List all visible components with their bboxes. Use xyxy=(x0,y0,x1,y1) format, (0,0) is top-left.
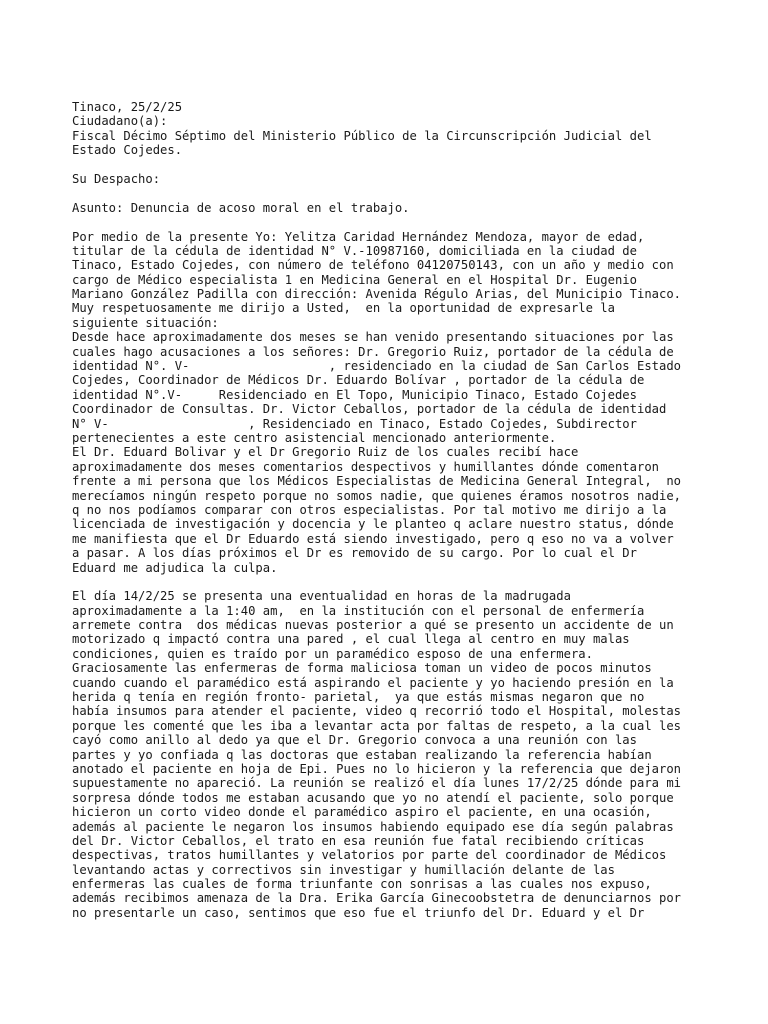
text-line: El día 14/2/25 se presenta una eventualidad en horas de la madrugada xyxy=(72,589,571,604)
text-line: además al paciente le negaron los insumos habiendo equipado ese día según palabras xyxy=(72,819,674,834)
text-line: N° V- , Residenciado en Tinaco, Estado Cojedes, Subdirector xyxy=(72,416,637,431)
text-line: Fiscal Décimo Séptimo del Ministerio Público de la Circunscripción Judicial del xyxy=(72,128,652,143)
text-line: hicieron un corto video donde el paramédico aspiro el paciente, en una ocasión, xyxy=(72,805,652,820)
text-line: no presentarle un caso, sentimos que eso fue el triunfo del Dr. Eduard y el Dr xyxy=(72,905,645,920)
text-line: merecíamos ningún respeto porque no somos nadie, que quienes éramos nosotros nadie, xyxy=(72,488,682,503)
text-line: motorizado q impactó contra una pared , el cual llega al centro en muy malas xyxy=(72,632,630,647)
text-line: cayó como anillo al dedo ya que el Dr. Gregorio convoca a una reunión con las xyxy=(72,733,637,748)
date-line: Tinaco, 25/2/25 xyxy=(72,100,183,114)
text-line: Ciudadano(a): xyxy=(72,114,168,129)
text-line: aproximadamente a la 1:40 am, en la institución con el personal de enfermería xyxy=(72,603,645,618)
text-line: anotado el paciente en hoja de Epi. Pues no lo hicieron y la referencia que dejaron xyxy=(72,761,682,776)
blank-line xyxy=(72,215,712,229)
text-line: partes y yo confiada q las doctoras que estaban realizando la referencia habían xyxy=(72,747,652,762)
text-line: Tinaco, Estado Cojedes, con número de teléfono 04120750143, con un año y medio con xyxy=(72,258,674,273)
text-line: a pasar. A los días próximos el Dr es removido de su cargo. Por lo cual el Dr xyxy=(72,546,637,561)
text-line: despectivas, tratos humillantes y velatorios por parte del coordinador de Médicos xyxy=(72,848,667,863)
salutation: Su Despacho: xyxy=(72,171,161,186)
text-line: frente a mi persona que los Médicos Especialistas de Medicina General Integral, no xyxy=(72,474,682,489)
document-page xyxy=(72,100,712,920)
text-line: El Dr. Eduard Bolivar y el Dr Gregorio Ruiz de los cuales recibí hace xyxy=(72,445,579,460)
text-line: Desde hace aproximadamente dos meses se han venido presentando situaciones por las xyxy=(72,330,674,345)
text-line: cuales hago acusaciones a los señores: Dr. Gregorio Ruiz, portador de la cédula de xyxy=(72,344,674,359)
blank-line xyxy=(72,575,712,589)
text-line: Cojedes, Coordinador de Médicos Dr. Eduardo Bolívar , portador de la cédula de xyxy=(72,373,645,388)
text-line: herida q tenía en región fronto- parietal, ya que estás mismas negaron que no xyxy=(72,690,645,705)
paragraph-2 xyxy=(72,589,712,920)
text-line: Graciosamente las enfermeras de forma maliciosa toman un video de pocos minutos xyxy=(72,661,652,676)
text-line: identidad N°. V- , residenciado en la ciudad de San Carlos Estado xyxy=(72,359,682,374)
text-line: Muy respetuosamente me dirijo a Usted, en la oportunidad de expresarle la xyxy=(72,301,615,316)
text-line: pertenecientes a este centro asistencial mencionado anteriormente. xyxy=(72,430,557,445)
blank-line xyxy=(72,186,712,200)
text-line: sorpresa dónde todos me estaban acusando que yo no atendí el paciente, solo porque xyxy=(72,790,674,805)
text-line: aproximadamente dos meses comentarios despectivos y humillantes dónde comentaron xyxy=(72,459,659,474)
text-line: porque les comenté que les iba a levantar acta por faltas de respeto, a la cual les xyxy=(72,718,682,733)
text-line: Por medio de la presente Yo: Yelitza Caridad Hernández Mendoza, mayor de edad, xyxy=(72,229,645,244)
text-line: enfermeras las cuales de forma triunfante con sonrisas a las cuales nos expuso, xyxy=(72,877,652,892)
text-line: cargo de Médico especialista 1 en Medicina General en el Hospital Dr. Eugenio xyxy=(72,272,637,287)
text-line: además recibimos amenaza de la Dra. Erika García Ginecoobstetra de denunciarnos por xyxy=(72,891,682,906)
text-line: cuando cuando el paramédico está aspirando el paciente y yo haciendo presión en la xyxy=(72,675,674,690)
paragraph-1 xyxy=(72,230,712,575)
text-line: levantando actas y correctivos sin investigar y humillación delante de las xyxy=(72,862,615,877)
text-line: siguiente situación: xyxy=(72,315,219,330)
blank-line xyxy=(72,158,712,172)
text-line: q no nos podíamos comparar con otros especialistas. Por tal motivo me dirijo a la xyxy=(72,502,667,517)
text-line: Coordinador de Consultas. Dr. Victor Ceballos, portador de la cédula de identidad xyxy=(72,402,667,417)
text-line: licenciada de investigación y docencia y le planteo q aclare nuestro status, dónde xyxy=(72,517,674,532)
recipient-block xyxy=(72,114,712,157)
text-line: me manifiesta que el Dr Eduardo está siendo investigado, pero q eso no va a volver xyxy=(72,531,674,546)
text-line: condiciones, quien es traído por un paramédico esposo de una enfermera. xyxy=(72,646,593,661)
text-line: identidad N°.V- Residenciado en El Topo, Municipio Tinaco, Estado Cojedes xyxy=(72,387,637,402)
text-line: Estado Cojedes. xyxy=(72,143,183,158)
text-line: Mariano González Padilla con dirección: Avenida Régulo Arias, del Municipio Tinaco. xyxy=(72,287,682,302)
text-line: supuestamente no apareció. La reunión se realizó el día lunes 17/2/25 dónde para mi xyxy=(72,776,682,791)
text-line: del Dr. Victor Ceballos, el trato en esa reunión fue fatal recibiendo críticas xyxy=(72,833,645,848)
text-line: había insumos para atender el paciente, video q recorrió todo el Hospital, molestas xyxy=(72,704,682,719)
text-line: Eduard me adjudica la culpa. xyxy=(72,560,278,575)
text-line: titular de la cédula de identidad N° V.-10987160, domiciliada en la ciudad de xyxy=(72,243,637,258)
subject-line: Asunto: Denuncia de acoso moral en el trabajo. xyxy=(72,200,410,215)
text-line: arremete contra dos médicas nuevas posterior a qué se presento un accidente de un xyxy=(72,618,674,633)
